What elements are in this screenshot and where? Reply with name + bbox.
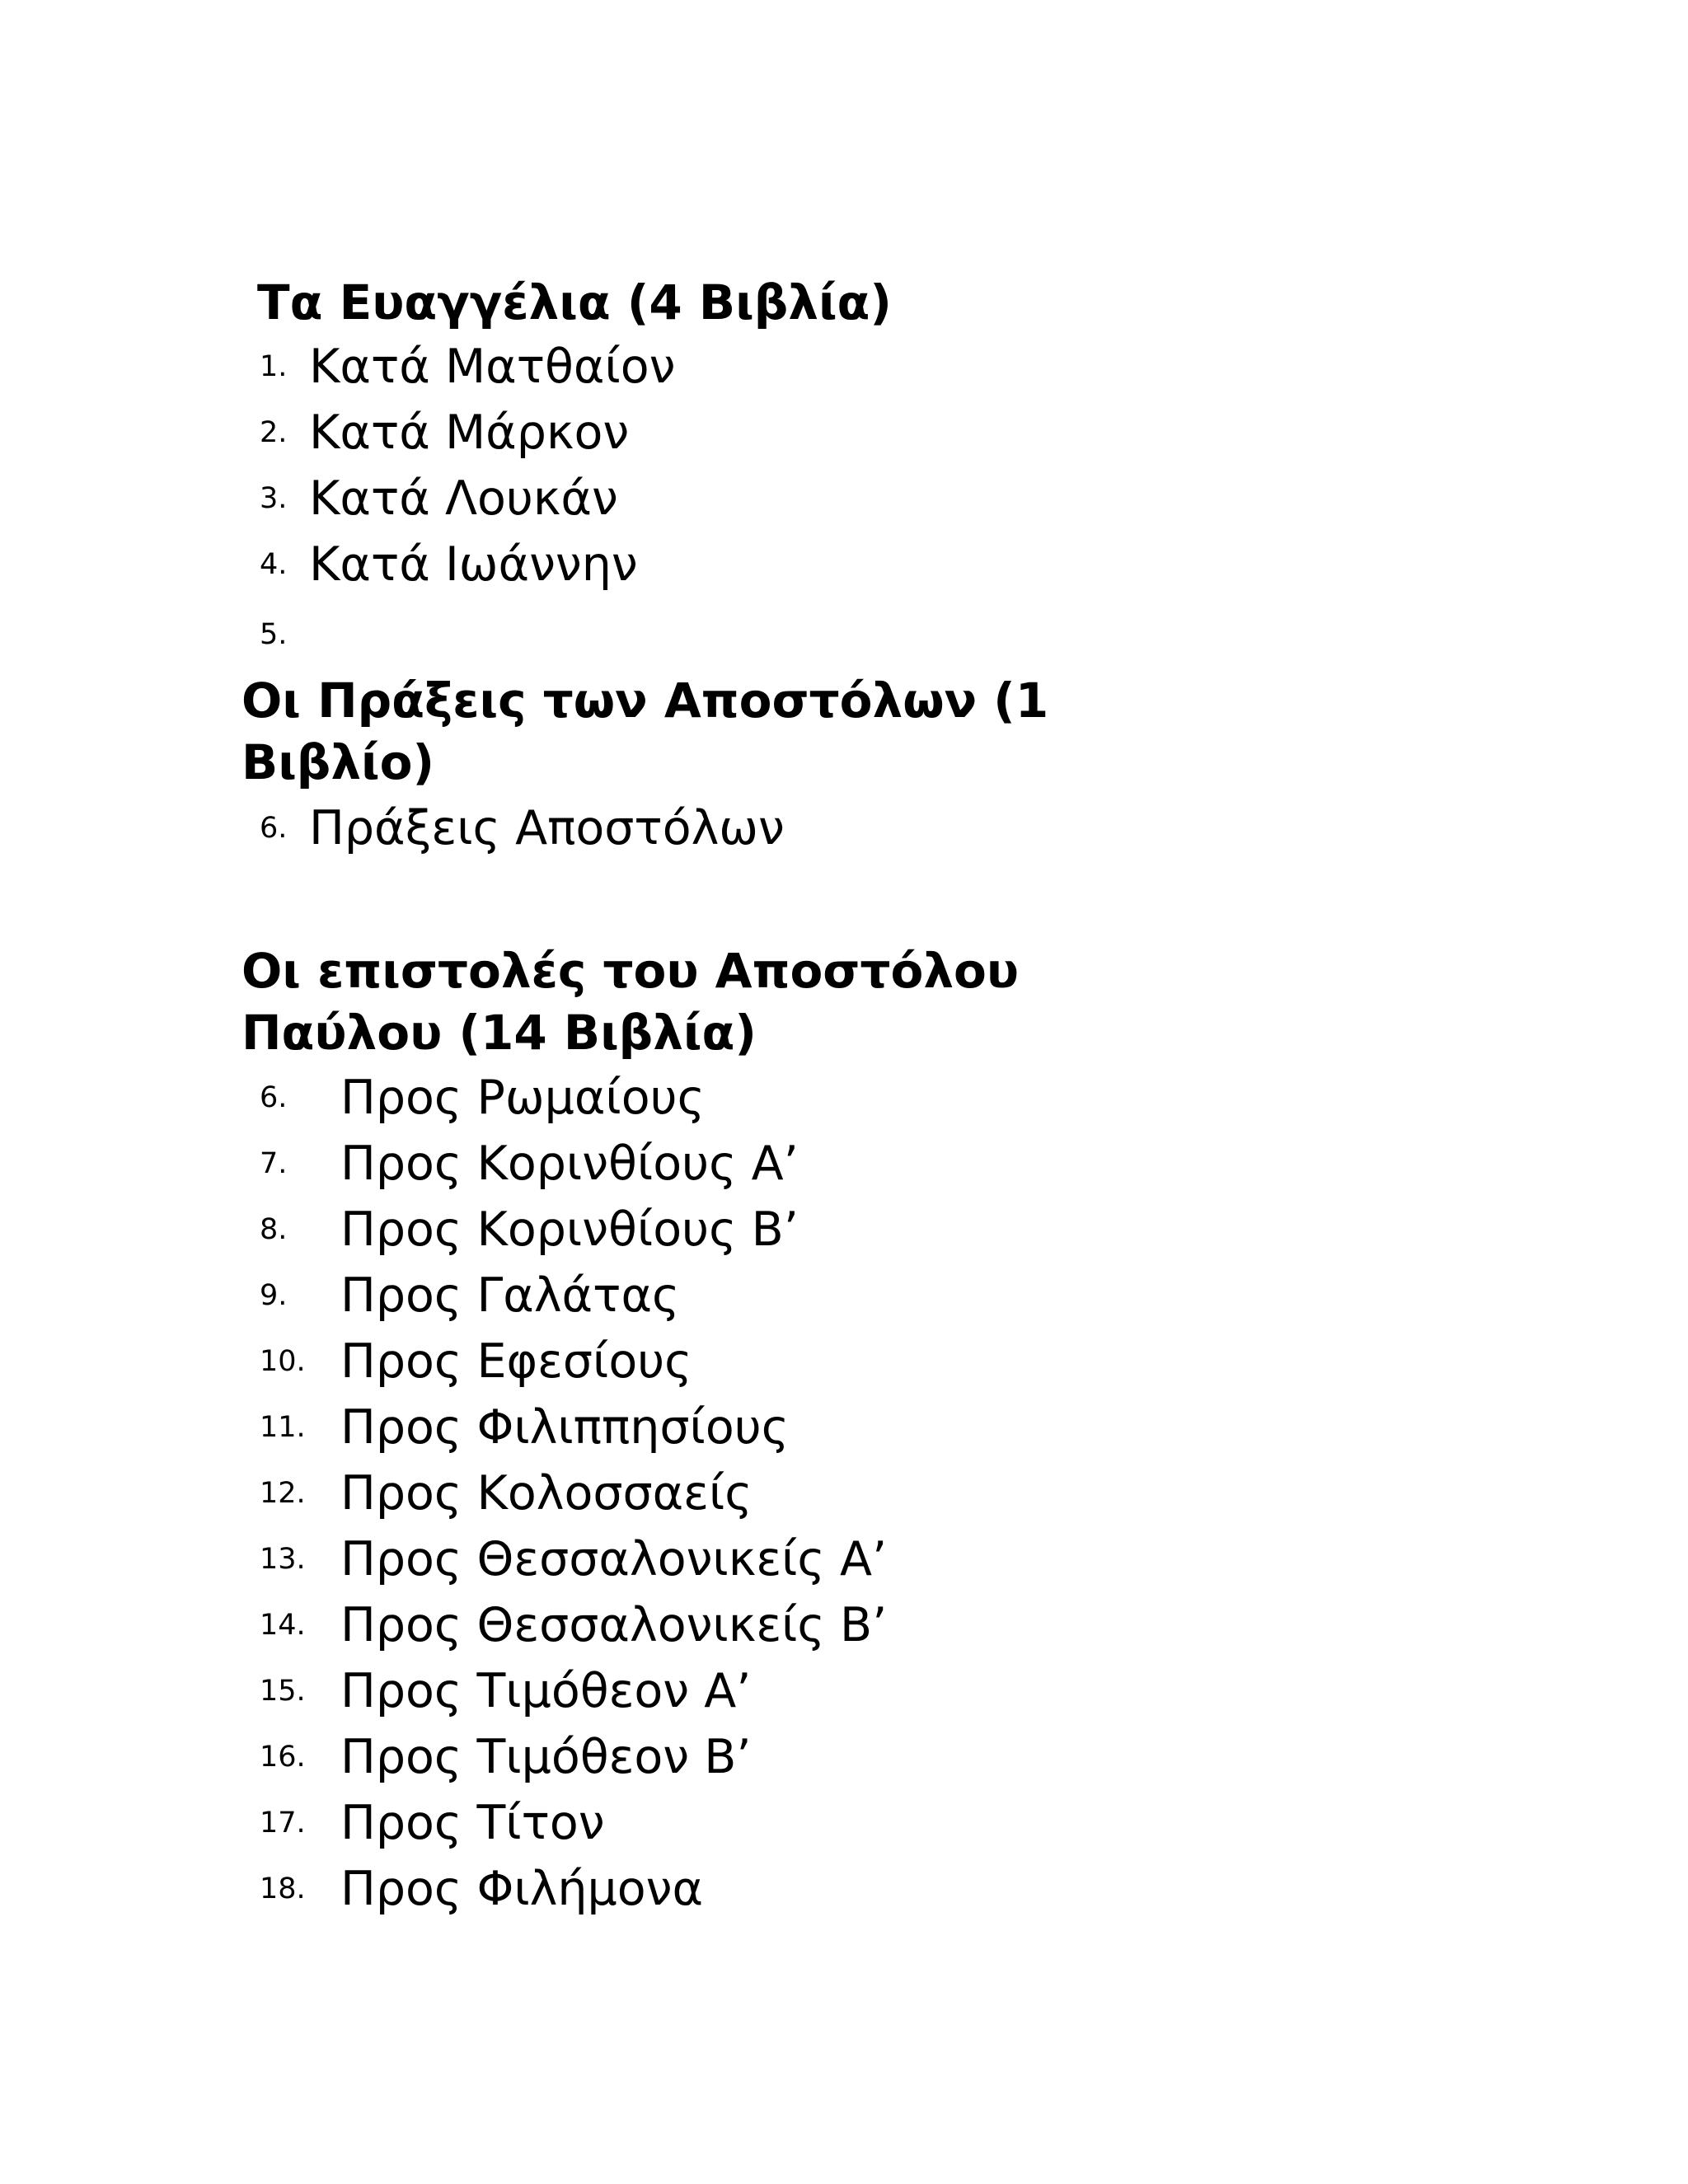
list-item-label: Προς Κολοσσαείς xyxy=(340,1466,753,1521)
list-item-number: 5. xyxy=(260,618,288,651)
section-heading-pauline-line2: Παύλου (14 Βιβλία) xyxy=(241,1005,757,1061)
list-item-label: Προς Κορινθίους Α’ xyxy=(340,1137,799,1191)
list-item xyxy=(0,1263,1688,1329)
list-item xyxy=(0,1065,1688,1131)
list-item-number: 6. xyxy=(260,812,288,845)
list-item xyxy=(0,1460,1688,1526)
list-item-label: Προς Ρωμαίους xyxy=(340,1071,706,1125)
list-item-label: Κατά Ματθαίον xyxy=(309,340,676,394)
list-item-number: 6. xyxy=(260,1081,288,1114)
list-item-label: Προς Κορινθίους Β’ xyxy=(340,1202,799,1257)
list-item-label: Προς Τιμόθεον Α’ xyxy=(340,1664,752,1718)
section-heading-pauline-line1: Οι επιστολές του Αποστόλου xyxy=(241,943,1020,999)
list-item xyxy=(0,532,1688,598)
list-item xyxy=(0,1856,1688,1922)
list-item xyxy=(0,466,1688,532)
list-item xyxy=(0,1724,1688,1790)
list-item xyxy=(0,334,1688,400)
list-item-number: 1. xyxy=(260,350,288,383)
list-item-number: 3. xyxy=(260,482,288,515)
list-item-number: 14. xyxy=(260,1609,306,1642)
section-heading-acts-line1: Οι Πράξεις των Αποστόλων (1 xyxy=(241,673,1049,729)
section-heading-acts-line2: Βιβλίο) xyxy=(241,734,434,790)
list-item-number: 17. xyxy=(260,1807,306,1840)
list-item xyxy=(0,1790,1688,1856)
list-item-label: Προς Θεσσαλονικείς Α’ xyxy=(340,1532,888,1586)
list-item-label: Προς Γαλάτας xyxy=(340,1268,680,1323)
list-item-number: 7. xyxy=(260,1147,288,1180)
list-item-label: Προς Φιλιππησίους xyxy=(340,1400,790,1455)
list-item-number: 11. xyxy=(260,1411,306,1444)
list-item-label: Προς Τίτον xyxy=(340,1796,605,1850)
list-item xyxy=(0,1329,1688,1394)
list-item-number: 15. xyxy=(260,1675,306,1708)
list-item xyxy=(0,1394,1688,1460)
list-item-label: Κατά Λουκάν xyxy=(309,471,618,526)
list-item xyxy=(0,1131,1688,1197)
list-item-number: 18. xyxy=(260,1872,306,1905)
list-item-number: 4. xyxy=(260,548,288,581)
list-item-label: Κατά Ιωάννην xyxy=(309,537,638,592)
list-item xyxy=(0,1197,1688,1263)
list-item-number: 8. xyxy=(260,1213,288,1246)
list-item-label: Προς Φιλήμονα xyxy=(340,1862,704,1916)
list-item-label: Κατά Μάρκον xyxy=(309,405,630,460)
list-item xyxy=(0,795,1688,861)
list-item-label: Προς Εφεσίους xyxy=(340,1334,692,1389)
list-item xyxy=(0,1592,1688,1658)
list-item xyxy=(0,1658,1688,1724)
list-item-number: 2. xyxy=(260,416,288,449)
list-item-number: 12. xyxy=(260,1477,306,1510)
list-item-label: Πράξεις Αποστόλων xyxy=(309,801,785,855)
list-item-number: 16. xyxy=(260,1741,306,1774)
section-heading-gospels: Τα Ευαγγέλια (4 Βιβλία) xyxy=(257,274,892,330)
list-item-label: Προς Θεσσαλονικείς Β’ xyxy=(340,1598,888,1652)
list-item-number: 13. xyxy=(260,1543,306,1576)
list-item xyxy=(0,1526,1688,1592)
list-item-label: Προς Τιμόθεον Β’ xyxy=(340,1730,752,1784)
list-item-number: 10. xyxy=(260,1345,306,1378)
list-item xyxy=(0,602,1688,668)
list-item xyxy=(0,400,1688,466)
list-item-number: 9. xyxy=(260,1279,288,1312)
